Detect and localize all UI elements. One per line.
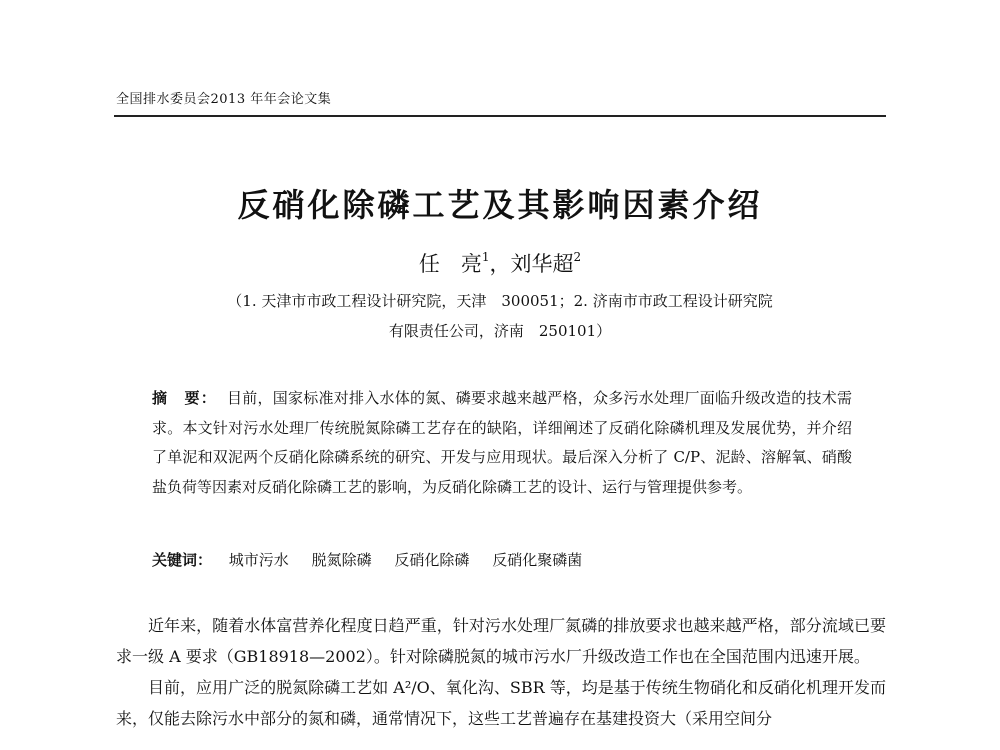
keyword: 城市污水: [228, 551, 289, 569]
article-title: 反硝化除磷工艺及其影响因素介绍: [237, 186, 763, 224]
running-header: 全国排水委员会2013 年年会论文集: [116, 92, 332, 107]
author-separator: ，: [489, 252, 511, 276]
keyword: 脱氮除磷: [311, 551, 372, 569]
abstract-text: 目前，国家标准对排入水体的氮、磷要求越来越严格，众多污水处理厂面临升级改造的技术需求。本文针对污水处理厂传统脱氮除磷工艺存在的缺陷，详细阐述了反硝化除磷机理及发展优势，并介绍了单泥和双泥两个反硝化除磷系统的研究、开发与应用现状。最后深入分析了 C/P、泥龄、溶解氧、硝酸盐负荷等因素对反硝化除磷工艺的影响，为反硝化除磷工艺的设计、运行与管理提供参考。: [152, 389, 852, 496]
author-line: [0, 248, 1000, 278]
body-paragraph: 近年来，随着水体富营养化程度日趋严重，针对污水处理厂氮磷的排放要求也越来越严格，部分流域已要求一级 A 要求（GB18918—2002）。针对除磷脱氮的城市污水厂升级改造工作也在全国范围内迅速开展。: [116, 616, 886, 666]
affiliation-line: 有限责任公司，济南 250101）: [388, 322, 612, 340]
abstract-label: 摘 要：: [152, 389, 217, 407]
affiliation-mark: 2: [573, 250, 582, 264]
author-name: 刘华超: [510, 252, 574, 276]
affiliation-mark: 1: [481, 250, 490, 264]
abstract: [152, 384, 852, 502]
author-name: 任 亮: [418, 252, 482, 276]
keywords-label: 关键词：: [152, 551, 213, 569]
header-divider: [114, 115, 886, 117]
keyword: 反硝化除磷: [394, 551, 470, 569]
keywords: [152, 549, 852, 570]
body-paragraph: 目前，应用广泛的脱氮除磷工艺如 A²/O、氧化沟、SBR 等，均是基于传统生物硝化和反硝化机理开发而来，仅能去除污水中部分的氮和磷，通常情况下，这些工艺普遍存在基建投资大（采用空间分: [116, 678, 886, 728]
body-text: [116, 610, 886, 734]
keyword: 反硝化聚磷菌: [492, 551, 583, 569]
affiliation-line: （1. 天津市市政工程设计研究院，天津 300051；2. 济南市市政工程设计研究院: [227, 292, 773, 310]
